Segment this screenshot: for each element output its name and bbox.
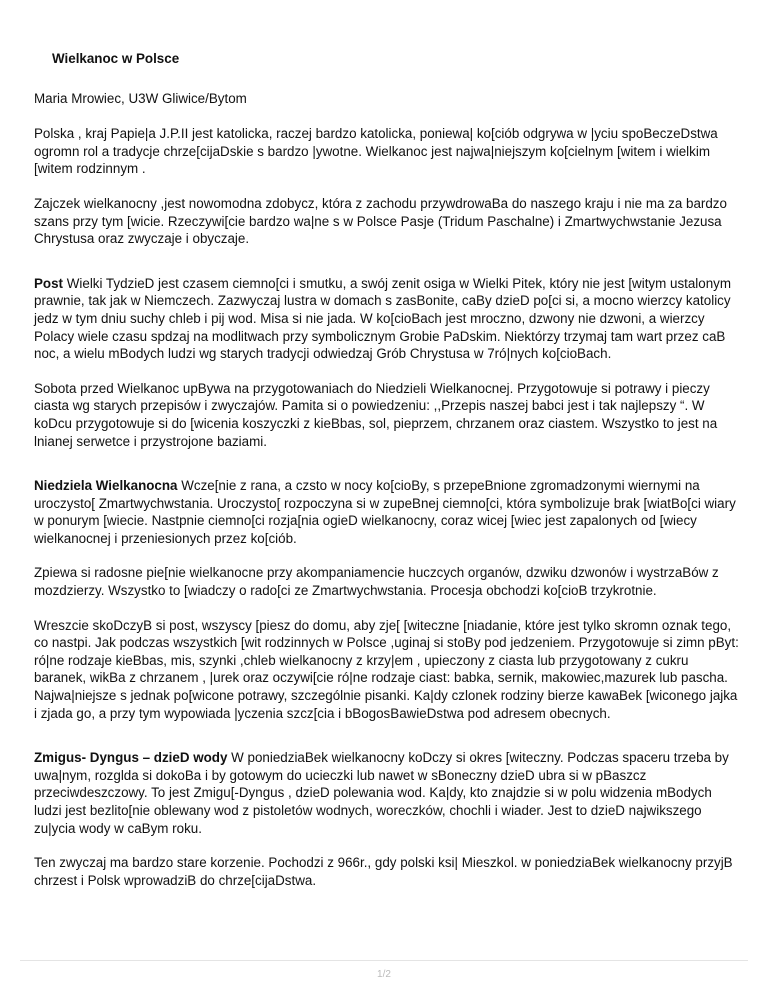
document-body: [34, 50, 740, 906]
paragraph-holy-saturday: [34, 380, 740, 450]
paragraph-text: Zajczek wielkanocny ,jest nowomodna zdobycz, która z zachodu przywdrowaBa do naszego kraju i nie ma za bardzo szans przy tym [wicie. Rzeczywi[cie bardzo wa|ne s w Polsce Pasje (Tridum Paschalne) i Zmartwychwstanie Jezusa Chrystusa oraz zwyczaje i obyczaje.: [34, 195, 727, 247]
paragraph-text: Sobota przed Wielkanoc upBywa na przygotowaniach do Niedzieli Wielkanocnej. Przygotowuje si potrawy i pieczy ciasta wg starych przepisów i zwyczajów. Pamita si o powiedzeniu: ,,Przepis naszej babci jest i tak najlepszy “. W koDcu przygotowuje si do [wicenia koszyczki z kieBbas, sol, pieprzem, chrzanem oraz ciastem. Wszystko to jest na lnianej serwetce i przystrojone baziami.: [34, 380, 718, 449]
paragraph-smigus-dyngus: [34, 749, 740, 837]
paragraph-breakfast: [34, 617, 740, 723]
document-title: Wielkanoc w Polsce: [52, 51, 180, 66]
paragraph-history: [34, 854, 740, 889]
paragraph-text: Ten zwyczaj ma bardzo stare korzenie. Pochodzi z 966r., gdy polski ksi| Mieszkol. w poniedziaBek wielkanocny przyjB chrzest i Polsk wprowadziB do chrze[cijaDstwa.: [34, 855, 733, 888]
paragraph-songs: [34, 564, 740, 599]
paragraph-intro: [34, 125, 740, 178]
page-number: 1/2: [377, 969, 391, 980]
paragraph-easter-sunday: [34, 477, 740, 547]
paragraph-text: Wielki TydzieD jest czasem ciemno[ci i smutku, a swój zenit osiga w Wielki Pitek, który nie jest [witym ustalonym prawnie, tak jak w Niemczech. Zazwyczaj lustra w domach s zasBonite, caBy dzieD po[ci si, a mocno wierzcy katolicy jedz w tym dniu suchy chleb i pij wod. Misa si nie jada. W ko[cioBach jest mroczno, dzwony nie dzwoni, a wierzcy Polacy wiele czasu spdzaj na modlitwach przy symbolicznym Grobie PaDskim. Niektórzy trzymaj tam wart przez caB noc, a wielu mBodych ludzi wg starych tradycji odwiedzaj Grób Chrystusa w 7ró|nych ko[cioBach.: [34, 275, 732, 362]
paragraph-text: Polska , kraj Papie|a J.P.II jest katolicka, raczej bardzo katolicka, poniewa| ko[ciób odgrywa w |yciu spoBeczeDstwa ogromn rol a tradycje chrze[cijaDskie s bardzo |ywotne. Wielkanoc jest najwa|niejszym ko[cielnym [witem i wielkim [witem rodzinnym .: [34, 126, 718, 177]
paragraph-text: Wreszcie skoDczyB si post, wszyscy [piesz do domu, aby zje[ [witeczne [niadanie, które jest tylko skromn oznak tego, co nastpi. Jak podczas wszystkich [wit rodzinnych w Polsce ,uginaj si stoBy pod jedzeniem. Przygotowuje si zimn pByt: ró|ne rodzaje kieBbas, mis, szynki ,chleb wielkanocny z krzy|em , upieczony z ciasta lub przygotowany z cukru baranek, wikBa z chrzanem , |urek oraz oczywi[cie ró|ne rodzaje ciast: babka, sernik, makowiec,mazurek lub pascha. Najwa|niejsze s jednak po[wicone potrawy, szczególnie pisanki. Ka|dy czlonek rodziny bierze kawaBek [wiconego jajka i zjada go, a przy tym wypowiada |yczenia szcz[cia i bBogosBawieDstwa pod adresem obecnych.: [34, 617, 739, 721]
author-line: Maria Mrowiec, U3W Gliwice/Bytom: [34, 90, 247, 106]
paragraph-text: W poniedziaBek wielkanocny koDczy si okres [witeczny. Podczas spaceru trzeba by uwa|nym, rozglda si dokoBa i by gotowym do ucieczki lub nawet w sBoneczny dzieD ubra si w pBaszcz przeciwdeszczowy. To jest Zmigu[-Dyngus , dzieD polewania wod. Ka|dy, kto znajdzie si w polu widzenia mBodych ludzi jest bezlito[nie oblewany wod z pistoletów wodnych, woreczków, chochli i wiader. Jest to dzieD najwikszego zu|ycia wody w caBym roku.: [34, 750, 729, 836]
section-heading-smigus-dyngus: Zmigus- Dyngus – dzieD wody: [34, 750, 228, 766]
paragraph-easter-bunny: [34, 195, 740, 248]
paragraph-text: Wcze[nie z rana, a czsto w nocy ko[cioBy, s przepeBnione zgromadzonymi wiernymi na uroczysto[ Zmartwychwstania. Uroczysto[ rozpoczyna si w zupeBnej ciemno[ci, która symbolizuje brak [wiatBo[ci wiary w ponurym [wiecie. Nastpnie ciemno[ci rozja[nia ogieD wielkanocny, coraz wicej [wiec jest zapalonych od [wiecy wielkanocnej i przeniesionych przez ko[ciób.: [34, 478, 736, 546]
footer-divider: [20, 960, 748, 961]
section-heading-lent: Post: [34, 275, 64, 291]
paragraph-lent: [34, 275, 740, 363]
paragraph-text: Zpiewa si radosne pie[nie wielkanocne przy akompaniamencie huczcych organów, dzwiku dzwonów i wystrzaBów z mozdzierzy. Wszystko to [wiadczy o rado[ci ze Zmartwychwstania. Procesja obchodzi ko[cioB trzykrotnie.: [34, 565, 719, 599]
section-heading-easter-sunday: Niedziela Wielkanocna: [34, 478, 178, 494]
